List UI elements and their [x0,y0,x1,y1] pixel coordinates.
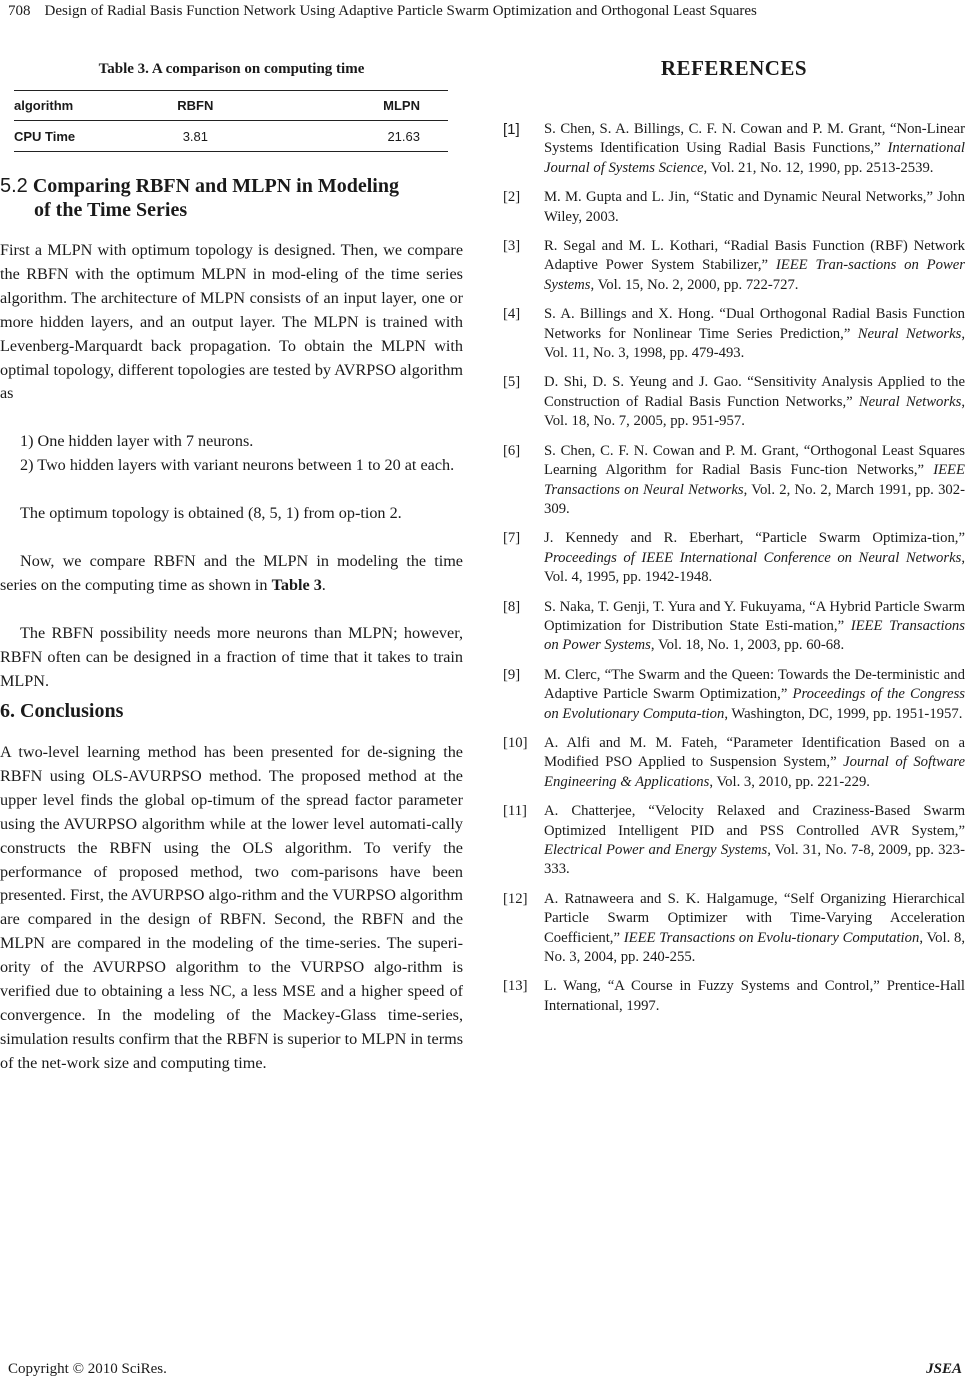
page-number: 708 [8,3,31,19]
reference-number: [9] [503,666,521,683]
reference-text-main: L. Wang, “A Course in Fuzzy Systems and Control,” Prentice-Hall International, 1997. [544,978,965,1014]
reference-number: [6] [503,442,521,459]
reference-text [544,442,965,520]
reference-source: Journal of Software Engineering & Applications [544,754,965,790]
section-title-line2: of the Time Series [34,199,188,221]
table-header-cell: RBFN [166,91,224,121]
reference-item [503,977,965,1016]
reference-details: , Vol. 2, No. 2, March 1991, pp. 302-309. [544,481,965,517]
reference-number: [2] [503,189,521,206]
paragraph-text: Now, we compare RBFN and the MLPN in modeling the time series on the computing time as shown in [0,552,463,594]
reference-details: , Vol. 8, No. 3, 2004, pp. 240-255. [544,929,965,966]
reference-text [544,237,965,295]
reference-text [544,666,965,724]
reference-item [503,237,965,295]
paragraph [0,550,463,598]
reference-item [503,666,965,724]
reference-text-main: M. M. Gupta and L. Jin, “Static and Dynamic Neural Networks,” John Wiley, 2003. [544,189,965,225]
reference-text-main: J. Kennedy and R. Eberhart, “Particle Swarm Optimiza-tion,” [544,530,965,547]
table-row [14,121,448,152]
reference-source: IEEE Transactions on Neural Networks [544,462,965,498]
reference-number: [7] [503,530,521,547]
reference-details: , Vol. 31, No. 7-8, 2009, pp. 323-333. [544,842,965,878]
reference-text [544,734,965,792]
table-cell: 21.63 [224,121,448,152]
running-title: Design of Radial Basis Function Network Using Adaptive Particle Swarm Optimization and Orthogonal Least Squares [44,3,757,19]
reference-details: , Vol. 21, No. 12, 1990, pp. 2513-2539. [703,159,934,176]
footer-copyright: Copyright © 2010 SciRes. [8,1361,167,1377]
reference-text [544,188,965,227]
reference-text [544,977,965,1016]
footer-journal: JSEA [926,1361,962,1377]
reference-text-main: S. Chen, C. F. N. Cowan and P. M. Grant, “Orthogonal Least Squares Learning Algorithm for Radial Basis Func-tion Networks,” [544,442,965,479]
reference-text-main: D. Shi, D. S. Yeung and J. Gao. “Sensitivity Analysis Applied to the Construction of Radial Basis Function Networks,” [544,374,965,410]
table-header-cell: algorithm [14,91,166,121]
table-cell: CPU Time [14,121,166,152]
reference-number: [10] [503,734,528,751]
reference-number: [11] [503,803,527,820]
table-caption: Table 3. A comparison on computing time [98,61,365,77]
paragraph: A two-level learning method has been presented for de-signing the RBFN using OLS-AVURPSO method. The proposed method at the upper level finds the global op-timum of the spread factor parameter using the AVURPSO algorithm while at the lower level automati-cally constructs the RBFN using the OLS algorithm. To verify the performance of proposed method, two com-parisons have been presented. First, the AVURPSO algo-rithm and the VURPSO algorithm are compared in the design of RBFN. Second, the RBFN and the MLPN are compared in the modeling of the time-series. The superi-ority of the AVURPSO algorithm to the VURPSO algo-rithm is verified due to obtaining a less NC, a less MSE and a higher speed of convergence. In the modeling of the Mackey-Glass time-series, simulation results confirm that the RBFN is superior to MLPN in terms of the net-work size and computing time. [0,743,463,1072]
table-header-row [14,91,448,121]
reference-text-main: S. Chen, S. A. Billings, C. F. N. Cowan and P. M. Grant, “Non-Linear Systems Identification Using Radial Basis Functions,” [544,121,965,157]
reference-item [503,373,965,431]
section-title-line1: Comparing RBFN and MLPN in Modeling [32,175,399,197]
comparison-table [14,90,448,152]
reference-item [503,890,965,968]
reference-source: Proceedings of IEEE International Conference on Neural Networks [544,549,962,566]
reference-item [503,529,965,587]
reference-text-main: A. Chatterjee, “Velocity Relaxed and Craziness-Based Swarm Optimized Intelligent PID and PSS Controlled AVR System,” [544,803,965,839]
reference-source: International Journal of Systems Science [544,140,965,176]
reference-item [503,734,965,792]
reference-number: [8] [503,598,521,615]
reference-source: Neural Networks [858,393,962,410]
table-header-cell: MLPN [224,91,448,121]
reference-item [503,598,965,656]
references-heading: REFERENCES [660,56,808,80]
section-number: 5.2 [0,175,28,197]
reference-text [544,890,965,968]
table-cell: 3.81 [166,121,224,152]
paragraph: First a MLPN with optimum topology is designed. Then, we compare the RBFN with the optimum MLPN in mod-eling of the time series algorithm. The architecture of MLPN consists of an input layer, one or more hidden layers, and an output layer. The MLPN is trained with Levenberg-Marquardt back propagation. To obtain the MLPN with optimal topology, different topologies are tested by AVRPSO algorithm as [0,241,463,403]
reference-item [503,188,965,227]
reference-text [544,373,965,431]
reference-source: Proceedings of the Congress on Evolutionary Computa-tion [544,686,965,722]
section-heading-5-2 [0,174,463,222]
reference-details: , Vol. 11, No. 3, 1998, pp. 479-493. [544,325,965,362]
reference-number: [12] [503,890,528,907]
reference-details: , Vol. 18, No. 1, 2003, pp. 60-68. [650,637,845,654]
reference-item [503,442,965,520]
reference-text-main: M. Clerc, “The Swarm and the Queen: Towards the De-terministic and Adaptive Particle Swarm Optimization,” [544,666,965,703]
reference-text [544,305,965,363]
paragraph: 1) One hidden layer with 7 neurons. [20,432,254,450]
reference-text [544,598,965,656]
reference-source: IEEE Transactions on Evolu-tionary Computation [623,929,920,946]
reference-text-main: A. Alfi and M. M. Fateh, “Parameter Identification Based on a Modified PSO Applied to Suspension System,” [544,734,965,771]
reference-number: [4] [503,306,521,323]
reference-item [503,120,965,178]
reference-text-main: R. Segal and M. L. Kothari, “Radial Basis Function (RBF) Network Adaptive Power System Stabilizer,” [544,238,965,274]
reference-text [544,529,965,587]
paragraph: The optimum topology is obtained (8, 5, 1) from op-tion 2. [20,504,402,522]
reference-text-main: A. Ratnaweera and S. K. Halgamuge, “Self Organizing Hierarchical Particle Swarm Optimizer with Time-Varying Acceleration Coefficient,” [544,890,965,946]
reference-text-main: S. A. Billings and X. Hong. “Dual Orthogonal Radial Basis Function Networks for Nonlinear Time Series Prediction,” [544,306,965,342]
reference-source: Neural Networks [857,325,962,342]
reference-number: [13] [503,978,528,995]
paragraph-tail: . [321,575,326,594]
reference-text-main: S. Naka, T. Genji, T. Yura and Y. Fukuyama, “A Hybrid Particle Swarm Optimization for Distribution State Esti-mation,” [544,598,965,634]
reference-text [544,120,965,178]
reference-source: IEEE Transactions on Power Systems [544,617,965,654]
paragraph: The RBFN possibility needs more neurons than MLPN; however, RBFN often can be designed in a fraction of time that it takes to train MLPN. [0,624,463,690]
reference-item [503,305,965,363]
running-header [8,0,963,22]
reference-item [503,802,965,880]
reference-source: Electrical Power and Energy Systems [544,842,768,858]
reference-number: [3] [503,238,521,255]
table-reference: Table 3 [271,575,322,594]
reference-details: , Washington, DC, 1999, pp. 1951-1957. [724,705,963,722]
paragraph: 2) Two hidden layers with variant neurons between 1 to 20 at each. [20,456,455,474]
section-heading-6: 6. Conclusions [0,700,124,722]
reference-details: , Vol. 15, No. 2, 2000, pp. 722-727. [590,276,799,293]
reference-list [503,120,965,1026]
reference-details: , Vol. 4, 1995, pp. 1942-1948. [544,549,965,586]
reference-details: , Vol. 3, 2010, pp. 221-229. [709,773,870,790]
reference-number: [5] [503,374,521,391]
reference-source: IEEE Tran-sactions on Power Systems [544,257,965,293]
reference-number: [1] [503,121,520,138]
reference-details: , Vol. 18, No. 7, 2005, pp. 951-957. [544,393,965,430]
reference-text [544,802,965,880]
